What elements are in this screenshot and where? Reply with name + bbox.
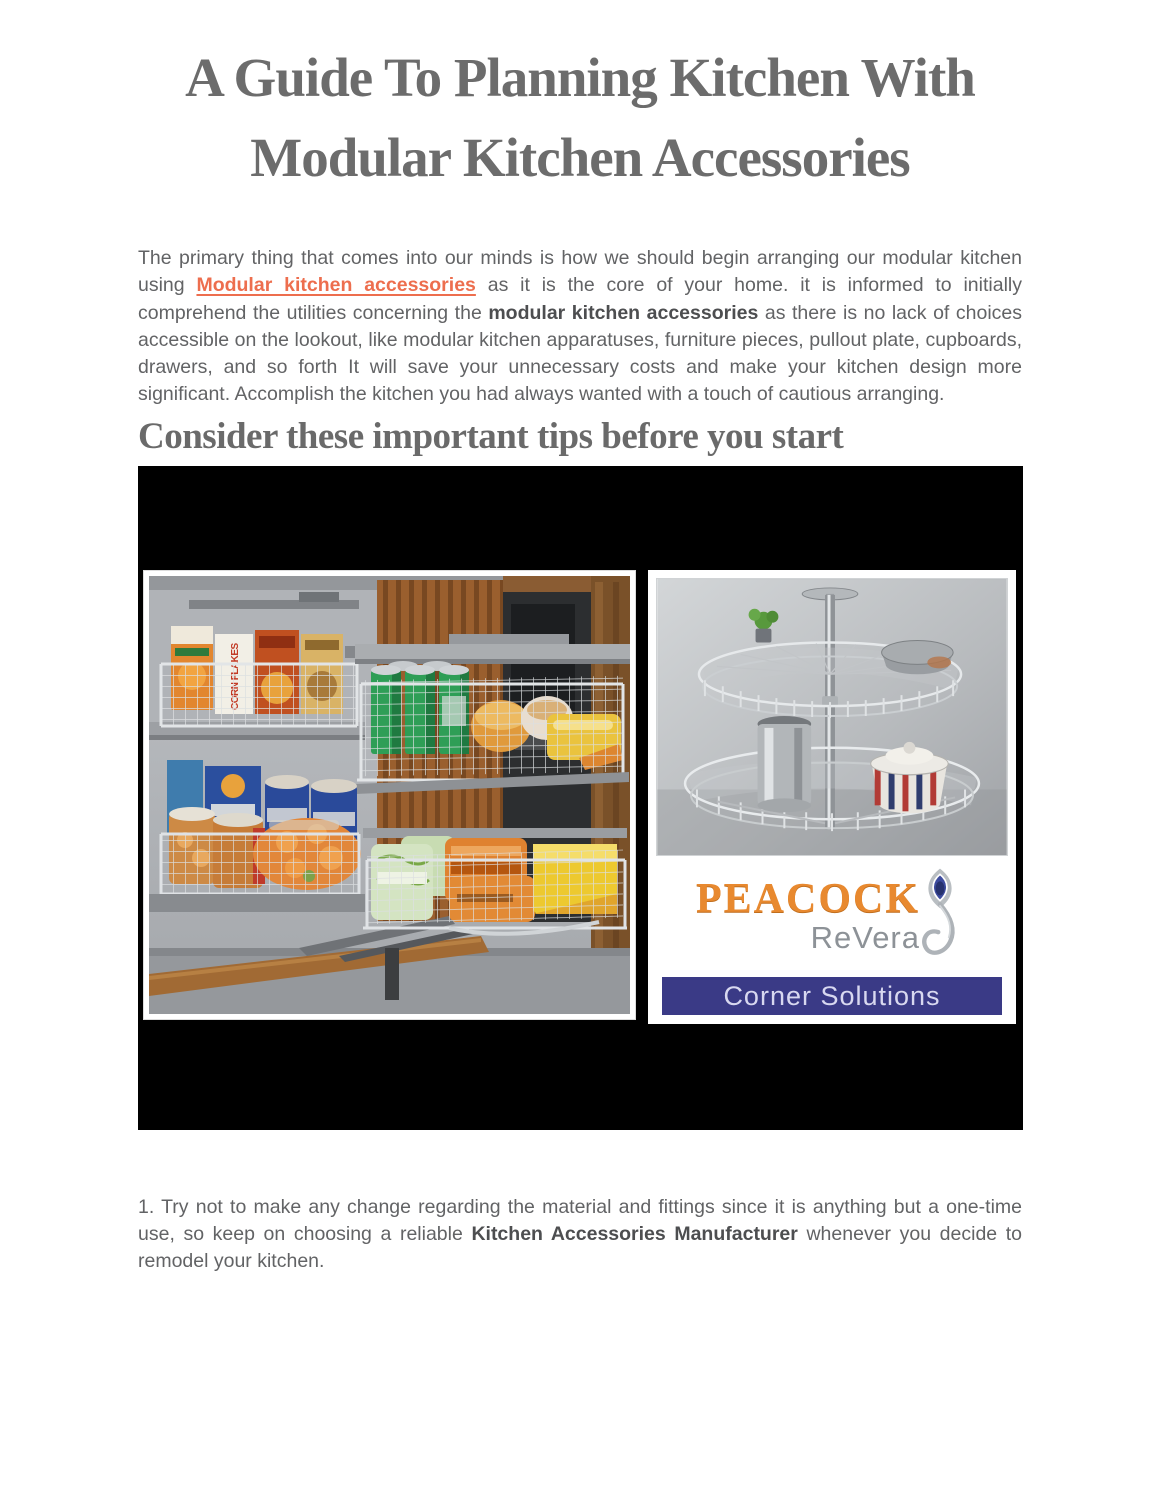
- page-title-line2: Modular Kitchen Accessories: [250, 127, 910, 188]
- tip-1-paragraph: [138, 1194, 1022, 1276]
- steel-canister: [758, 716, 812, 812]
- pullout-basket-photo: [143, 570, 636, 1020]
- jars-shelf: [149, 760, 365, 912]
- tip-text-after-bold: whenever you decide to remodel your kitchen.: [138, 1223, 1023, 1273]
- intro-text-after-link: as it is the core of your home. it is informed to initially comprehend the utilities concerning the: [138, 274, 1022, 324]
- intro-bold-text: modular kitchen accessories: [488, 301, 759, 324]
- peacock-revera-logo: [648, 856, 1016, 977]
- page-title: [138, 0, 1022, 198]
- page-content: [138, 0, 1022, 1276]
- tip-bold-text: Kitchen Accessories Manufacturer: [471, 1223, 798, 1246]
- tip-text-before-bold: 1. Try not to make any change regarding the material and fittings since it is anything but a one-time use, so keep on choosing a reliable: [138, 1195, 1022, 1246]
- pan-on-basket: [882, 640, 953, 674]
- modular-kitchen-accessories-link[interactable]: Modular kitchen accessories: [196, 274, 476, 297]
- intro-text-before-link: The primary thing that comes into our minds is how we should begin arranging our modular kitchen using: [138, 247, 1022, 297]
- banner-label: Corner Solutions: [723, 980, 941, 1011]
- corner-carousel-photo: [656, 578, 1008, 856]
- peacock-feather-icon: [912, 867, 968, 971]
- intro-text-after-bold: as there is no lack of choices accessible on the lookout, like modular kitchen apparatuses, furniture pieces, pullout plate, cupboards, drawers, and so forth It will save your unnecessary costs and make your kitchen design more significant. Accomplish the kitchen you had always wanted with a touch of cautious arranging.: [138, 301, 1022, 406]
- cans-basket: [355, 634, 630, 794]
- pullout-basket-illustration: [149, 576, 630, 1014]
- kitchen-accessories-figure: [138, 466, 1023, 1130]
- brand-name: PEACOCK: [696, 876, 920, 923]
- page-title-line1: A Guide To Planning Kitchen With: [185, 47, 975, 108]
- figure-row: [143, 570, 1023, 1024]
- corner-solutions-banner: [662, 977, 1002, 1015]
- brand-subname: ReVera: [810, 920, 920, 956]
- section-heading: Consider these important tips before you start: [138, 415, 844, 457]
- corner-carousel-illustration: [656, 578, 1008, 856]
- corner-solutions-card: [648, 570, 1016, 1024]
- intro-paragraph: [138, 245, 1022, 409]
- logo-text: [696, 878, 920, 954]
